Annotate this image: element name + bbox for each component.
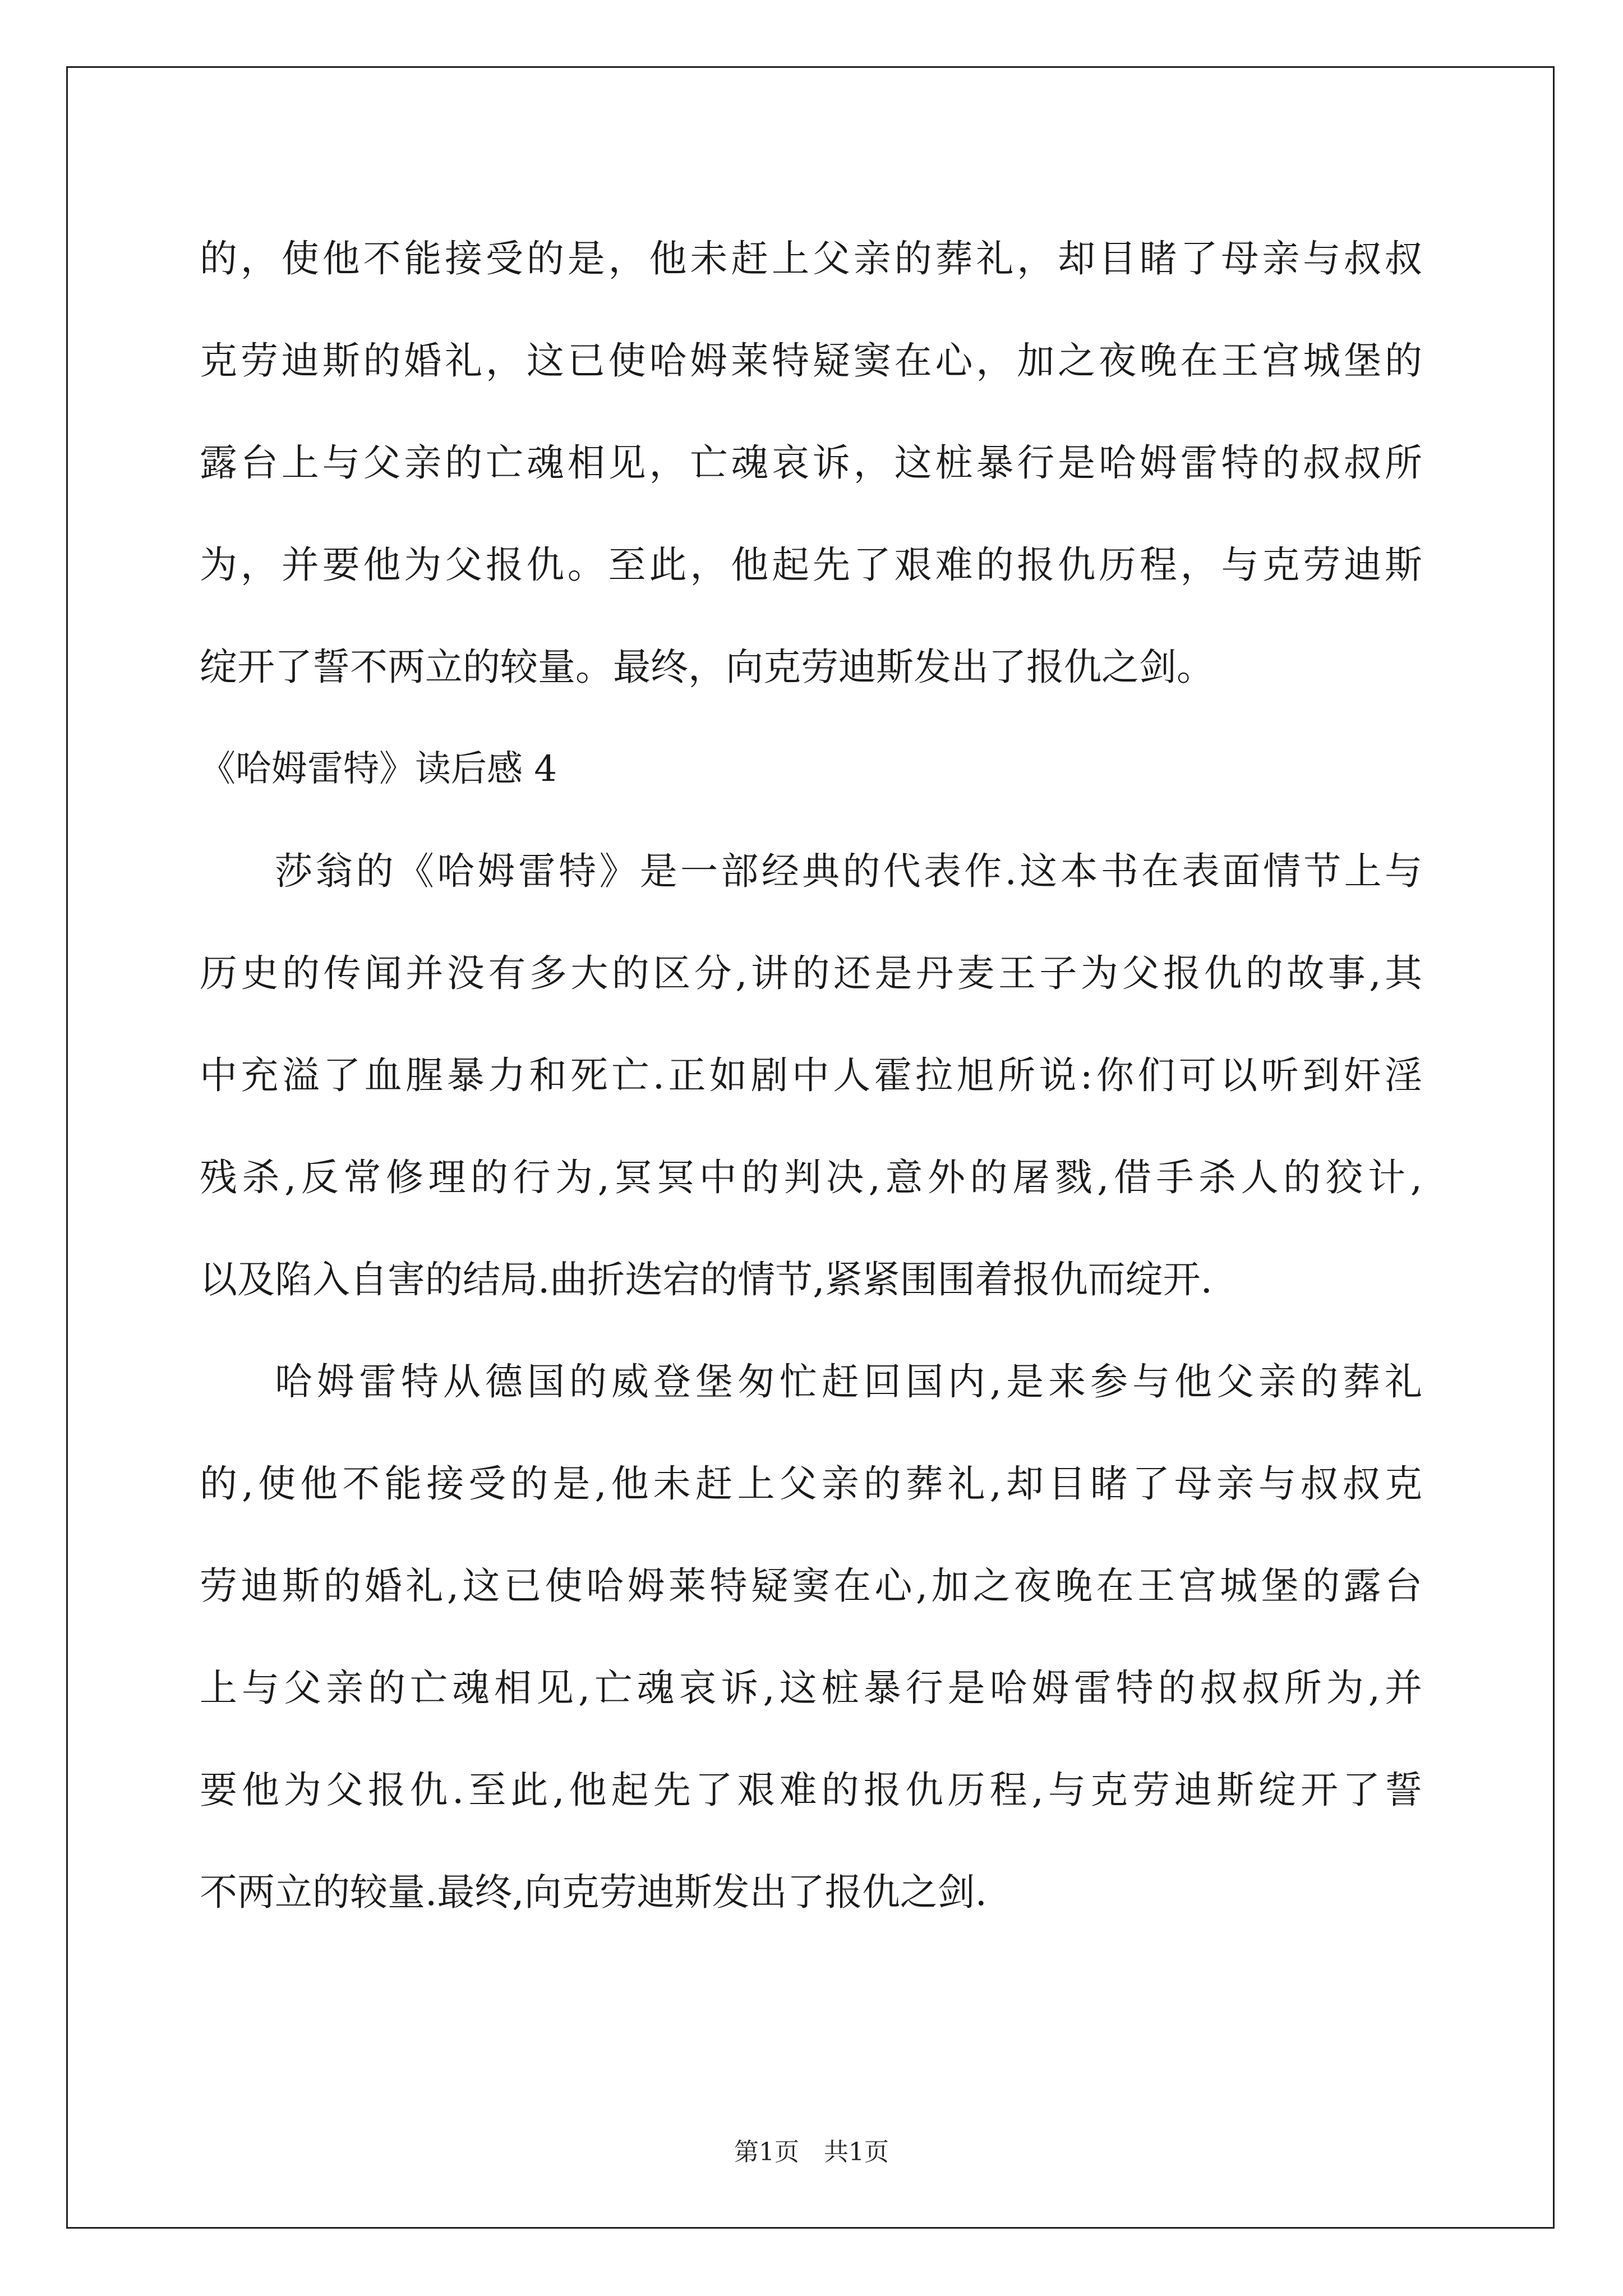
text-line: 莎翁的《哈姆雷特》是一部经典的代表作.这本书在表面情节上与 [275, 849, 1422, 893]
text-line: 绽开了誓不两立的较量。最终，向克劳迪斯发出了报仇之剑。 [200, 645, 1214, 689]
paragraph-story [200, 1331, 1422, 1943]
text-line: 哈姆雷特从德国的威登堡匆忙赶回国内,是来参与他父亲的葬礼 [275, 1360, 1422, 1404]
text-line: 中充溢了血腥暴力和死亡.正如剧中人霍拉旭所说:你们可以听到奸淫 [200, 1053, 1422, 1097]
page-number-footer: 第1页 共1页 [734, 2138, 889, 2166]
paragraph-intro [200, 820, 1422, 1331]
paragraph-continued [200, 208, 1422, 718]
text-line: 历史的传闻并没有多大的区分,讲的还是丹麦王子为父报仇的故事,其 [200, 951, 1422, 995]
text-line: 的,使他不能接受的是,他未赶上父亲的葬礼,却目睹了母亲与叔叔克 [200, 1462, 1422, 1506]
text-line: 的，使他不能接受的是，他未赶上父亲的葬礼，却目睹了母亲与叔叔 [200, 237, 1422, 280]
text-line: 要他为父报仇.至此,他起先了艰难的报仇历程,与克劳迪斯绽开了誓 [200, 1768, 1422, 1812]
text-line: 不两立的较量.最终,向克劳迪斯发出了报仇之剑. [200, 1870, 987, 1914]
text-line: 克劳迪斯的婚礼，这已使哈姆莱特疑窦在心，加之夜晚在王宫城堡的 [200, 339, 1422, 383]
text-line: 上与父亲的亡魂相见,亡魂哀诉,这桩暴行是哈姆雷特的叔叔所为,并 [200, 1666, 1422, 1710]
section-title: 《哈姆雷特》读后感 4 [200, 748, 557, 790]
text-line: 以及陷入自害的结局.曲折迭宕的情节,紧紧围围着报仇而绽开. [200, 1258, 1212, 1301]
text-line: 劳迪斯的婚礼,这已使哈姆莱特疑窦在心,加之夜晚在王宫城堡的露台 [200, 1564, 1422, 1608]
document-body [200, 208, 1422, 1943]
text-line: 为，并要他为父报仇。至此，他起先了艰难的报仇历程，与克劳迪斯 [200, 543, 1422, 587]
text-line: 残杀,反常修理的行为,冥冥中的判决,意外的屠戮,借手杀人的狡计, [200, 1156, 1422, 1199]
text-line: 露台上与父亲的亡魂相见，亡魂哀诉，这桩暴行是哈姆雷特的叔叔所 [200, 441, 1422, 485]
